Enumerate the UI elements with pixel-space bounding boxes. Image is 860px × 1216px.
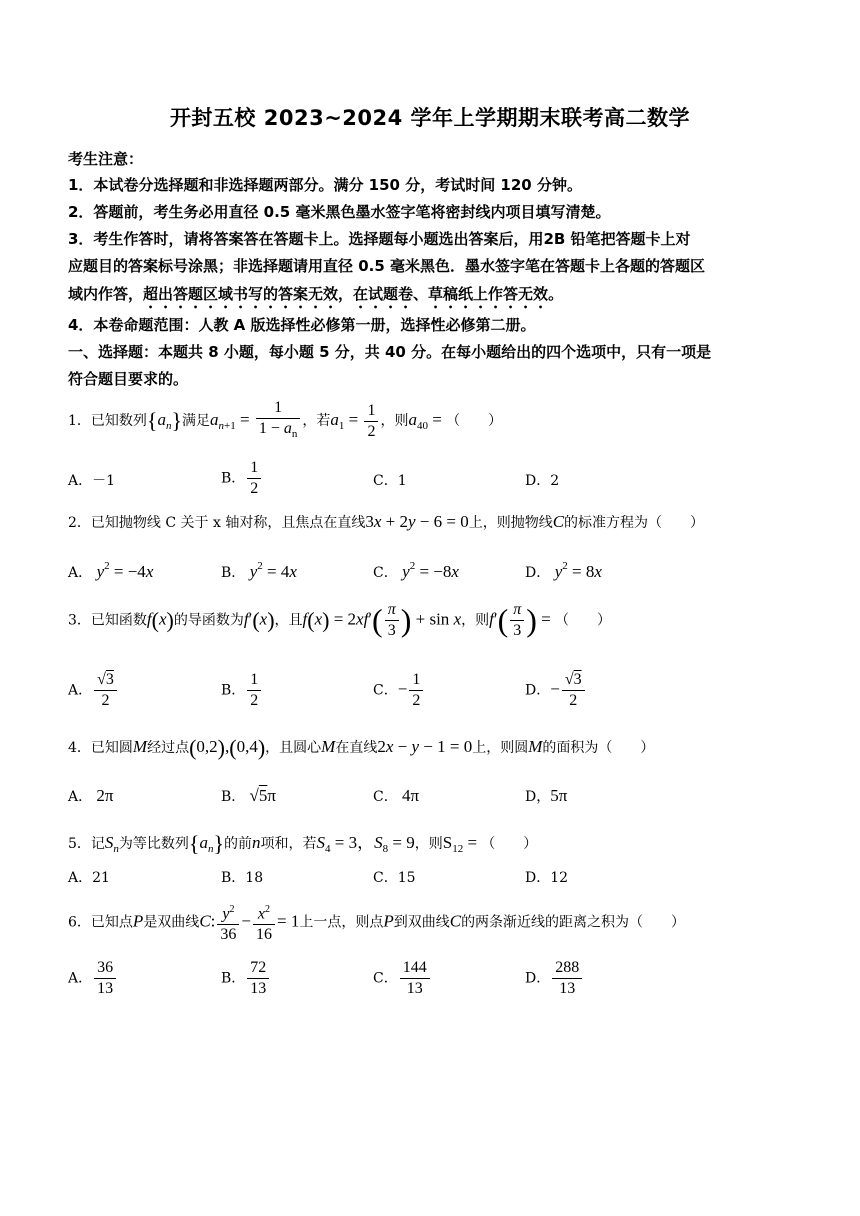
question-5-option-d: D．12 [525, 870, 569, 886]
question-5-option-a: A．21 [68, 870, 110, 886]
question-1-option-d: D．2 [525, 473, 560, 489]
question-6-option-c: C． $\frac{144}{13}$ [373, 958, 432, 999]
note-3-line-1: 3．考生作答时，请将答案答在答题卡上。选择题每小题选出答案后，用2B 铅笔把答题卡上对 [68, 230, 691, 248]
question-6-stem: 6．已知点P是双曲线C: $\frac{y^2}{36}$ − $\frac{x^2}{16}$ = 1上一点，则点P到双曲线C的两条渐近线的距离之积为（ ） [68, 900, 685, 945]
question-2-option-a: A． $y^2 = -4x$ [68, 560, 154, 581]
question-3-option-a: A． $\frac{√3}{2}$ [68, 670, 119, 711]
note-3-line-3 [68, 283, 563, 312]
question-2-option-b: B． $y^2 = 4x$ [221, 560, 297, 581]
note-3-pre: 域内作答， [68, 285, 144, 303]
question-1-option-c: C．1 [373, 473, 407, 489]
question-5-option-c: C．15 [373, 870, 416, 886]
question-3-option-c: C．− $\frac{1}{2}$ [373, 670, 425, 711]
question-3-option-d: D．− $\frac{√3}{2}$ [525, 670, 587, 711]
question-3-stem: 3．已知函数f(x)的导函数为f′(x)，且f(x) = 2xf′( $\frac{\pi}{3}$ ) + sin x，则f′( $\frac{\pi}{3}$ ) = （ ） [68, 601, 611, 639]
section-heading-line-2: 符合题目要求的。 [68, 370, 189, 388]
exam-title: 开封五校 2023~2024 学年上学期期末联考高二数学 [169, 106, 691, 130]
note-2: 2．答题前，考生务必用直径 0.5 毫米黑色墨水签字笔将密封线内项目填写清楚。 [68, 203, 611, 221]
question-5-stem: 5．记$S_n$为等比数列$\{a_n\}$的前n项和，若$S_4 = 3$，$S_8 = 9$，则$S_{12}$ = （ ） [68, 831, 538, 856]
note-3-end: 。 [548, 285, 564, 303]
question-1-option-b: B． $\frac{1}{2}$ [221, 458, 263, 499]
question-1-option-a: A．－1 [68, 473, 116, 489]
section-heading-line-1: 一、选择题：本题共 8 小题，每小题 5 分，共 40 分。在每小题给出的四个选项中，只有一项是 [68, 343, 712, 361]
question-4-option-d: D，5π [525, 786, 568, 805]
question-4-option-c: C． 4π [373, 786, 420, 805]
question-6-option-d: D． $\frac{288}{13}$ [525, 958, 584, 999]
note-3-emphasis-2: 在试题卷、草稿纸上作答无效 [353, 285, 549, 303]
question-1-stem: 1．已知数列$\{a_n\}$满足$a_{n+1}$ = $\frac{1}{1 - a_n}$ ，若$a_1$ = $\frac{1}{2}$ ，则$a_{40}$ = （ ） [68, 399, 503, 441]
note-3-emphasis-1: 超出答题区域书写的答案无效 [143, 285, 339, 303]
note-3-mid: ， [338, 285, 354, 303]
question-3-option-b: B． $\frac{1}{2}$ [221, 670, 263, 711]
question-6-option-b: B． $\frac{72}{13}$ [221, 958, 271, 999]
question-2-stem: 2．已知抛物线 C 关于 x 轴对称，且焦点在直线3x + 2y − 6 = 0上，则抛物线C的标准方程为（ ） [68, 512, 705, 531]
question-6-option-a: A． $\frac{36}{13}$ [68, 958, 118, 999]
question-4-option-a: A． 2π [68, 786, 114, 805]
question-2-option-c: C． $y^2 = -8x$ [373, 560, 459, 581]
question-2-option-d: D． $y^2 = 8x$ [525, 560, 602, 581]
question-4-option-b: B． √5π [221, 786, 276, 805]
notes-heading: 考生注意： [68, 150, 144, 168]
question-5-option-b: B．18 [221, 870, 264, 886]
note-3-line-2: 应题目的答案标号涂黑；非选择题请用直径 0.5 毫米黑色．墨水签字笔在答题卡上各题的答题区 [68, 257, 706, 275]
note-4: 4．本卷命题范围：人教 A 版选择性必修第一册，选择性必修第二册。 [68, 316, 536, 334]
question-4-stem: 4．已知圆M经过点(0,2),(0,4)，且圆心M在直线2x − y − 1 = 0上，则圆M的面积为（ ） [68, 735, 655, 760]
note-1: 1．本试卷分选择题和非选择题两部分。满分 150 分，考试时间 120 分钟。 [68, 176, 582, 194]
